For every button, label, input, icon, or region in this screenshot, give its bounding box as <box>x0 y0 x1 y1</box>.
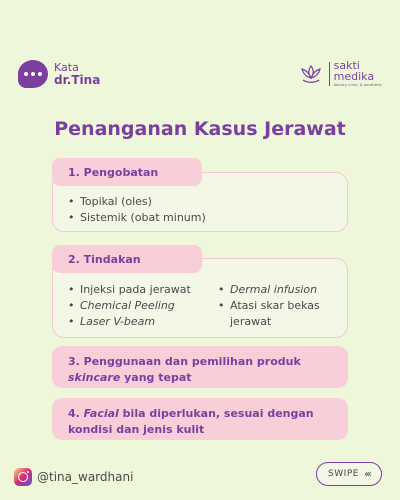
pengobatan-list <box>68 194 206 226</box>
list-item: • Topikal (oles) <box>68 194 206 210</box>
facial-line2: kondisi dan jenis kulit <box>68 423 205 436</box>
section-skincare <box>52 346 348 388</box>
list-item: • Laser V-beam <box>68 314 191 330</box>
swipe-label: SWIPE <box>328 469 359 479</box>
chat-bubble-icon <box>18 60 48 88</box>
list-item-text: Atasi skar bekas <box>230 299 320 312</box>
facial-line1-rest: bila diperlukan, sesuai dengan <box>118 407 314 420</box>
section-facial <box>52 398 348 440</box>
swipe-button[interactable] <box>316 462 382 486</box>
brand-sakti: sakti <box>333 59 360 72</box>
brand-divider <box>329 62 330 86</box>
skincare-line2-rest: yang tepat <box>120 371 192 384</box>
handle-text: @tina_wardhani <box>37 470 134 484</box>
brand-tagline: beauty clinic & aesthetic <box>333 83 382 87</box>
kata-dr-tina-logo <box>18 60 100 88</box>
section-pengobatan-heading: 1. Pengobatan <box>52 158 202 186</box>
facial-line1-em: Facial <box>83 407 119 420</box>
section-tindakan-heading: 2. Tindakan <box>52 245 202 273</box>
list-item: • Dermal infusion <box>218 282 320 298</box>
skincare-line1: 3. Penggunaan dan pemilihan produk <box>68 355 301 368</box>
brand-kata: Kata <box>54 61 79 74</box>
list-item <box>218 298 320 330</box>
tindakan-list-right <box>218 282 320 330</box>
lotus-icon <box>297 62 325 86</box>
instagram-icon <box>14 468 32 486</box>
skincare-line2-em: skincare <box>68 371 121 384</box>
brand-medika: medika <box>333 70 375 83</box>
tindakan-list-left <box>68 282 191 330</box>
chevrons-left-icon: ‹‹‹ <box>363 468 370 480</box>
list-item: • Sistemik (obat minum) <box>68 210 206 226</box>
facial-line1-num: 4. <box>68 407 84 420</box>
list-item: • Chemical Peeling <box>68 298 191 314</box>
list-item: • Injeksi pada jerawat <box>68 282 191 298</box>
brand-dr-tina: dr.Tina <box>54 73 101 87</box>
list-item-text-cont: jerawat <box>230 315 272 328</box>
sakti-medika-logo <box>297 60 382 88</box>
instagram-handle[interactable] <box>14 468 133 486</box>
page-title: Penanganan Kasus Jerawat <box>54 118 346 140</box>
